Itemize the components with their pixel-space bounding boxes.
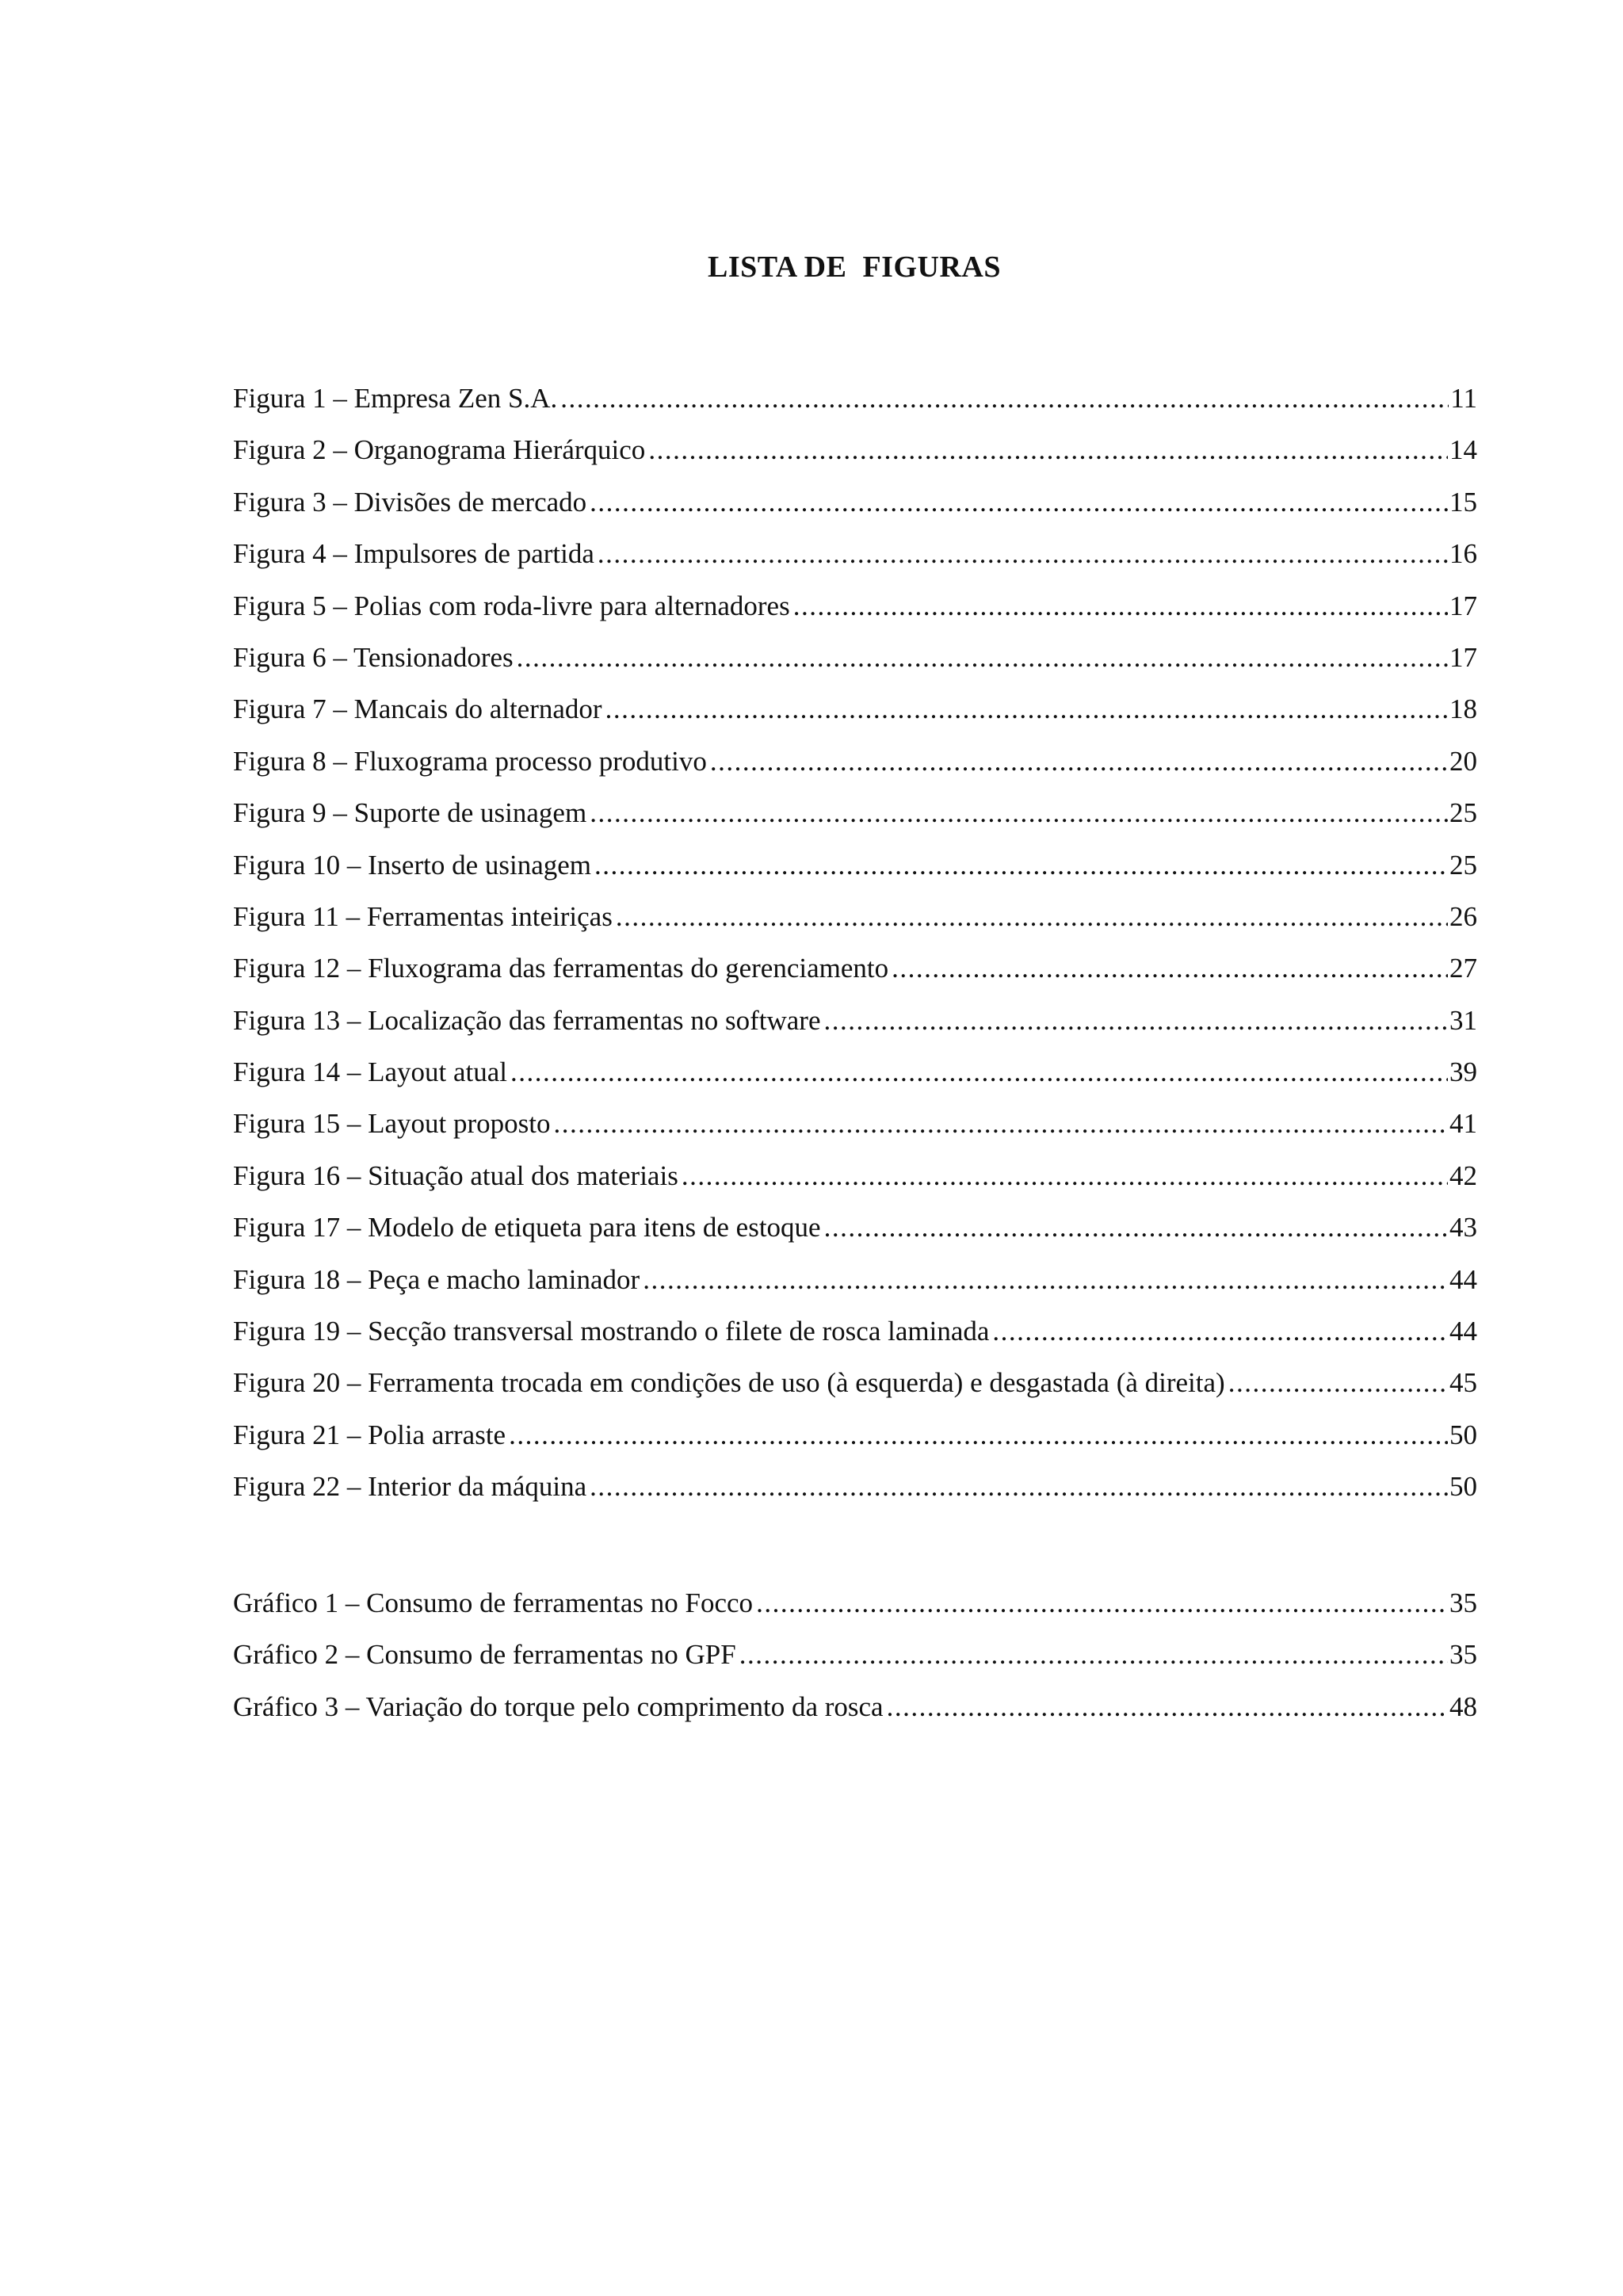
figure-entry-page-number: 50 — [1449, 1471, 1477, 1503]
page-title: LISTA DE FIGURAS — [708, 250, 1001, 284]
dot-leader — [682, 1150, 1448, 1201]
dot-leader — [510, 1046, 1448, 1098]
figure-entry-label: Figura 6 – Tensionadores — [233, 641, 514, 673]
figure-entry-page-number: 41 — [1449, 1108, 1477, 1140]
figure-entry-page-number: 18 — [1449, 693, 1477, 725]
figure-entry-page-number: 20 — [1449, 745, 1477, 777]
chart-entry-page-number: 35 — [1449, 1587, 1477, 1618]
figure-entry-label: Figura 15 – Layout proposto — [233, 1108, 551, 1140]
figure-entry — [233, 995, 1477, 1046]
figure-entry-label: Figura 17 – Modelo de etiqueta para itens de estoque — [233, 1212, 821, 1244]
figure-entry-label: Figura 2 – Organograma Hierárquico — [233, 434, 646, 466]
figure-entry-label: Figura 20 – Ferramenta trocada em condições de uso (à esquerda) e desgastada (à direita) — [233, 1367, 1225, 1399]
dot-leader — [824, 1201, 1448, 1253]
figure-entry — [233, 942, 1477, 994]
dot-leader — [616, 891, 1448, 942]
dot-leader — [739, 1629, 1448, 1680]
figure-entry — [233, 735, 1477, 787]
figure-entry-label: Figura 1 – Empresa Zen S.A. — [233, 383, 558, 414]
dot-leader — [892, 942, 1448, 994]
figure-entry-page-number: 44 — [1449, 1263, 1477, 1295]
figure-entry-page-number: 14 — [1449, 434, 1477, 466]
figure-entry — [233, 1150, 1477, 1201]
figure-entry — [233, 787, 1477, 839]
chart-entry-page-number: 48 — [1449, 1690, 1477, 1722]
figure-entry-page-number: 17 — [1449, 641, 1477, 673]
dot-leader — [554, 1098, 1448, 1149]
dot-leader — [710, 735, 1448, 787]
figure-entry-label: Figura 7 – Mancais do alternador — [233, 693, 602, 725]
figure-entry — [233, 891, 1477, 942]
dot-leader — [590, 787, 1448, 839]
chart-entry — [233, 1577, 1477, 1629]
chart-entry — [233, 1629, 1477, 1680]
figure-entry — [233, 424, 1477, 476]
dot-leader — [643, 1254, 1448, 1305]
figure-entry — [233, 476, 1477, 528]
figure-entry-label: Figura 18 – Peça e macho laminador — [233, 1263, 640, 1295]
figure-entry-page-number: 42 — [1449, 1159, 1477, 1191]
figures-list — [233, 372, 1477, 1513]
figure-entry-page-number: 39 — [1449, 1056, 1477, 1088]
figure-entry-page-number: 25 — [1449, 849, 1477, 881]
dot-leader — [590, 1461, 1448, 1512]
figure-entry — [233, 1461, 1477, 1512]
figure-entry — [233, 1098, 1477, 1149]
figure-entry-label: Figura 19 – Secção transversal mostrando o filete de rosca laminada — [233, 1316, 990, 1347]
figure-entry-label: Figura 8 – Fluxograma processo produtivo — [233, 745, 707, 777]
figure-entry — [233, 1357, 1477, 1408]
figure-entry-page-number: 45 — [1449, 1367, 1477, 1399]
dot-leader — [824, 995, 1449, 1046]
figure-entry-page-number: 50 — [1449, 1419, 1477, 1450]
dot-leader — [594, 839, 1448, 891]
figure-entry-page-number: 25 — [1449, 797, 1477, 829]
figure-entry-label: Figura 10 – Inserto de usinagem — [233, 849, 591, 881]
dot-leader — [887, 1681, 1448, 1733]
chart-entry — [233, 1681, 1477, 1733]
dot-leader — [1228, 1357, 1448, 1408]
figure-entry-page-number: 15 — [1449, 486, 1477, 518]
figure-entry — [233, 372, 1477, 424]
chart-entry-label: Gráfico 2 – Consumo de ferramentas no GPF — [233, 1639, 736, 1671]
figure-entry — [233, 632, 1477, 683]
figure-entry — [233, 839, 1477, 891]
figure-entry — [233, 1254, 1477, 1305]
chart-entry-page-number: 35 — [1449, 1639, 1477, 1671]
figure-entry-label: Figura 4 – Impulsores de partida — [233, 538, 594, 570]
dot-leader — [992, 1305, 1448, 1357]
figure-entry-label: Figura 14 – Layout atual — [233, 1056, 508, 1088]
figure-entry — [233, 1046, 1477, 1098]
figure-entry-page-number: 27 — [1449, 953, 1477, 984]
dot-leader — [648, 424, 1448, 476]
figure-entry — [233, 580, 1477, 632]
dot-leader — [517, 632, 1448, 683]
figure-entry-label: Figura 5 – Polias com roda-livre para alternadores — [233, 590, 790, 621]
figure-entry-label: Figura 21 – Polia arraste — [233, 1419, 506, 1450]
dot-leader — [560, 372, 1449, 424]
figure-entry — [233, 528, 1477, 579]
dot-leader — [756, 1577, 1448, 1629]
figure-entry — [233, 1409, 1477, 1461]
figure-entry-page-number: 44 — [1449, 1316, 1477, 1347]
figure-entry-page-number: 31 — [1449, 1004, 1477, 1036]
figure-entry-label: Figura 3 – Divisões de mercado — [233, 486, 587, 518]
figure-entry-page-number: 16 — [1449, 538, 1477, 570]
figure-entry-label: Figura 12 – Fluxograma das ferramentas do gerenciamento — [233, 953, 889, 984]
figure-entry-label: Figura 9 – Suporte de usinagem — [233, 797, 587, 829]
figure-entry-label: Figura 22 – Interior da máquina — [233, 1471, 587, 1503]
figure-entry-page-number: 11 — [1450, 383, 1477, 414]
dot-leader — [598, 528, 1448, 579]
figure-entry-page-number: 43 — [1449, 1212, 1477, 1244]
figure-entry-label: Figura 13 – Localização das ferramentas no software — [233, 1004, 821, 1036]
figure-entry-page-number: 26 — [1449, 900, 1477, 932]
charts-list — [233, 1577, 1477, 1733]
chart-entry-label: Gráfico 1 – Consumo de ferramentas no Focco — [233, 1587, 754, 1618]
chart-entry-label: Gráfico 3 – Variação do torque pelo comprimento da rosca — [233, 1690, 884, 1722]
dot-leader — [509, 1409, 1448, 1461]
dot-leader — [793, 580, 1448, 632]
figure-entry-page-number: 17 — [1449, 590, 1477, 621]
figure-entry — [233, 683, 1477, 735]
dot-leader — [590, 476, 1448, 528]
figure-entry — [233, 1201, 1477, 1253]
figure-entry-label: Figura 11 – Ferramentas inteiriças — [233, 900, 613, 932]
dot-leader — [605, 683, 1448, 735]
figure-entry — [233, 1305, 1477, 1357]
figure-entry-label: Figura 16 – Situação atual dos materiais — [233, 1159, 678, 1191]
